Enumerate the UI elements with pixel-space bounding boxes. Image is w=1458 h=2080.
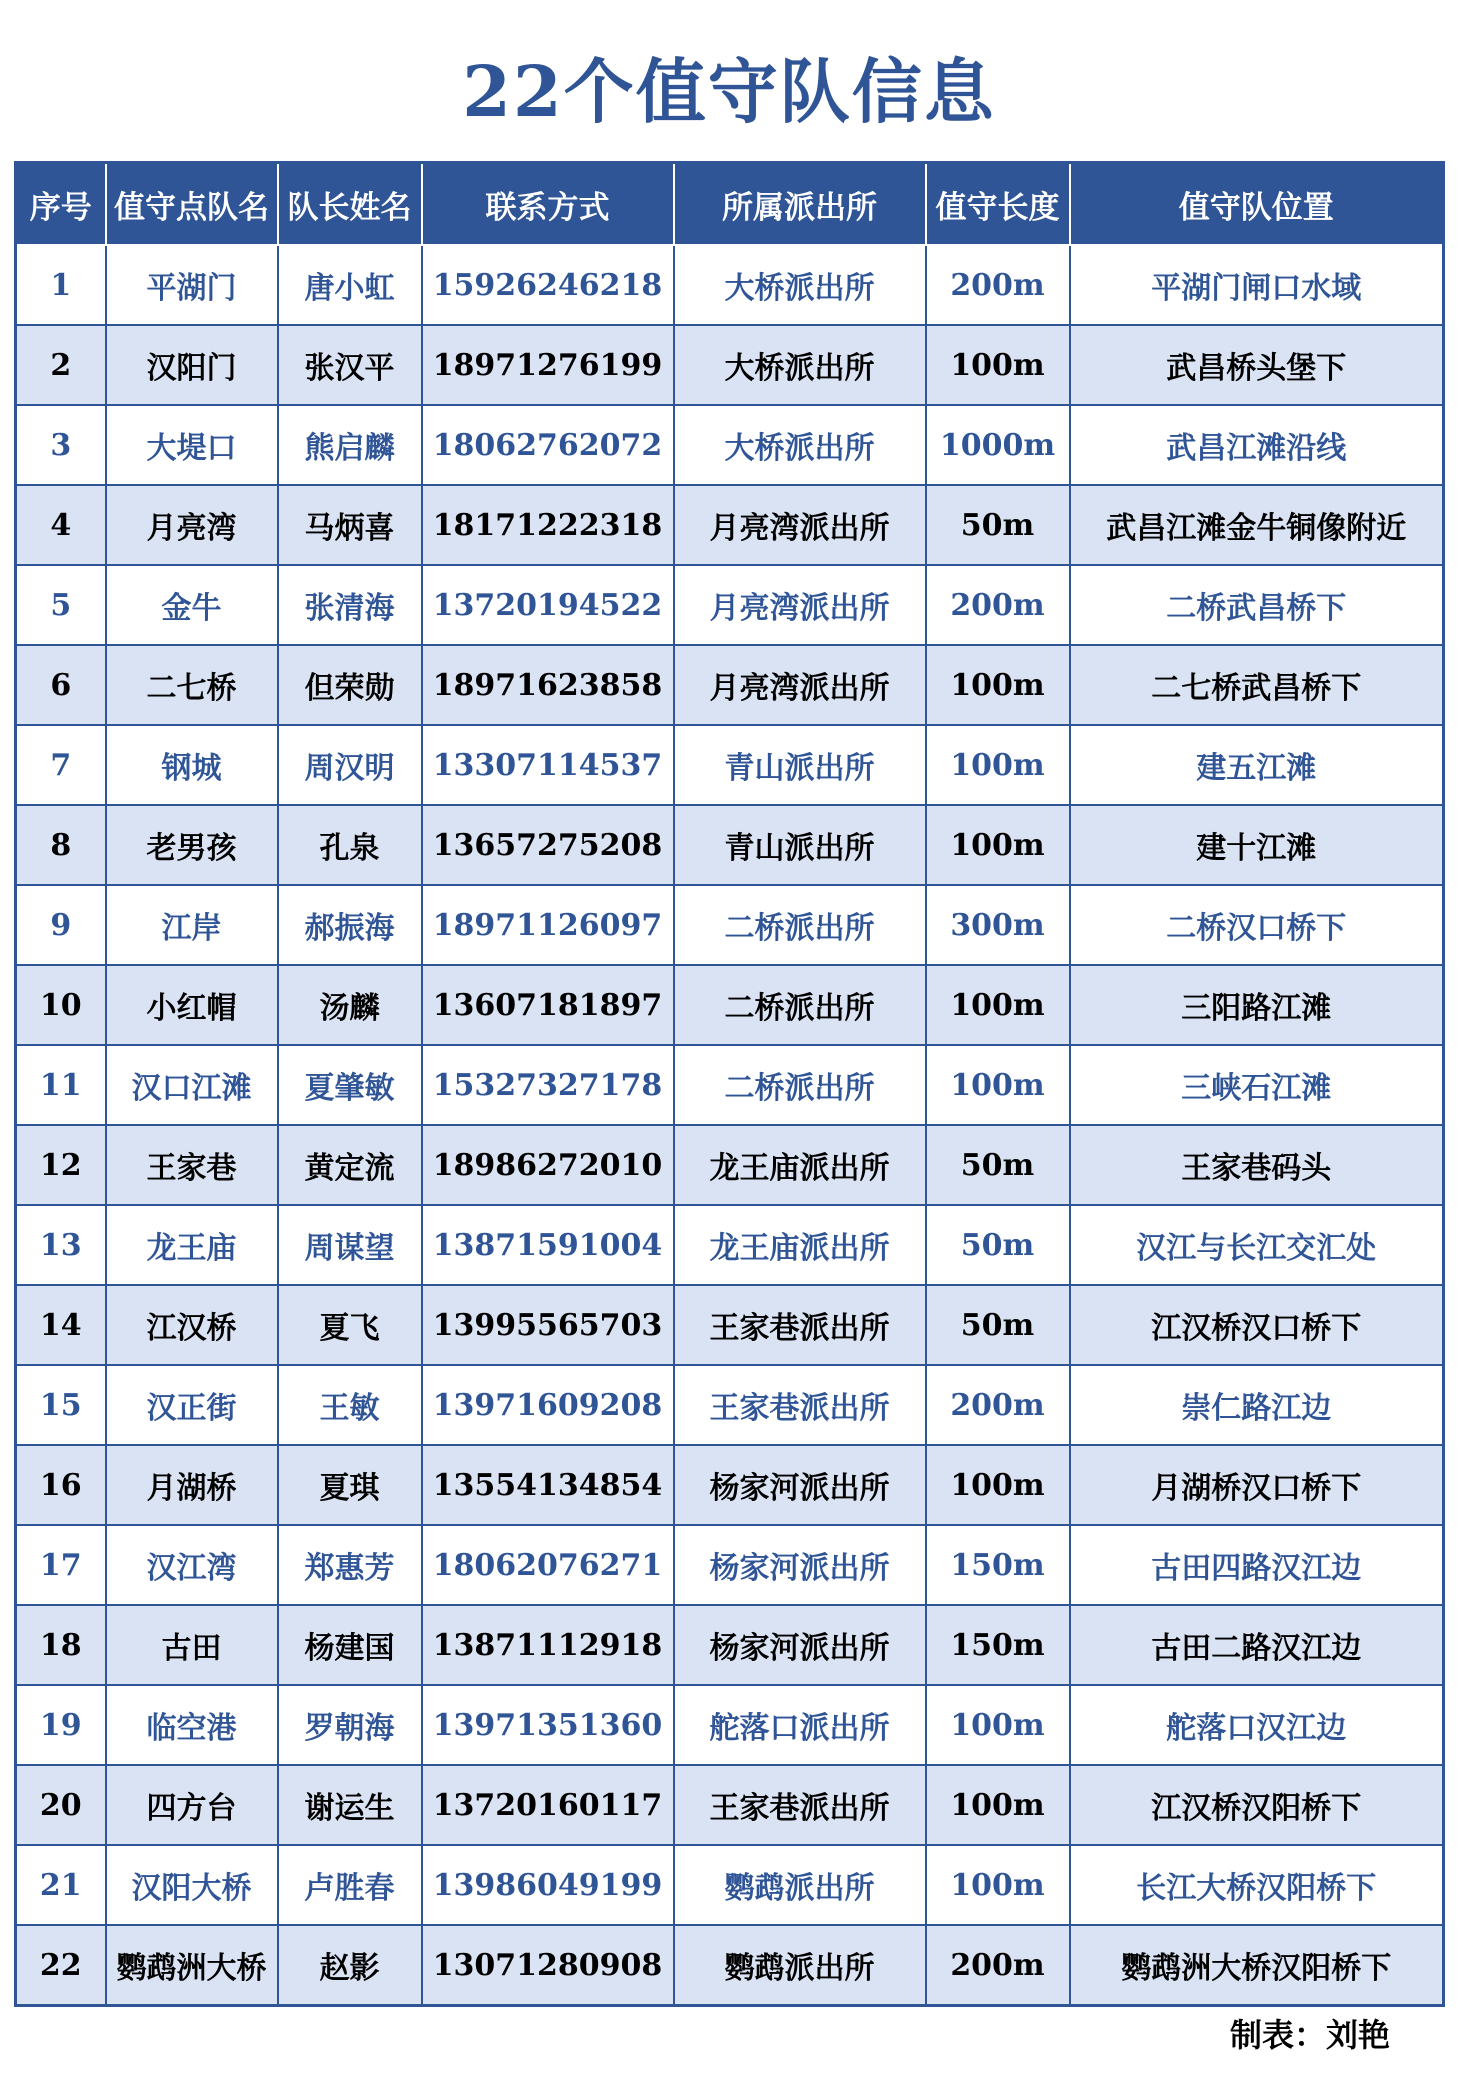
captain-cell: 夏飞	[278, 1285, 422, 1365]
header-serial-number: 序号	[16, 163, 106, 246]
location-cell: 月湖桥汉口桥下	[1070, 1445, 1444, 1525]
station-cell: 王家巷派出所	[674, 1285, 926, 1365]
phone-cell: 18986272010	[422, 1125, 674, 1205]
table-row	[16, 245, 1444, 325]
captain-cell: 黄定流	[278, 1125, 422, 1205]
location-cell: 建十江滩	[1070, 805, 1444, 885]
phone-cell: 13871591004	[422, 1205, 674, 1285]
length-cell: 50m	[926, 1125, 1070, 1205]
phone-cell: 13720160117	[422, 1765, 674, 1845]
captain-cell: 张汉平	[278, 325, 422, 405]
table-body	[16, 245, 1444, 2006]
location-cell: 江汉桥汉口桥下	[1070, 1285, 1444, 1365]
station-cell: 大桥派出所	[674, 405, 926, 485]
table-row	[16, 1685, 1444, 1765]
length-cell: 200m	[926, 1925, 1070, 2006]
team-name-cell: 钢城	[106, 725, 278, 805]
team-name-cell: 龙王庙	[106, 1205, 278, 1285]
serial-cell: 17	[16, 1525, 106, 1605]
location-cell: 鹦鹉洲大桥汉阳桥下	[1070, 1925, 1444, 2006]
length-cell: 200m	[926, 245, 1070, 325]
length-cell: 200m	[926, 1365, 1070, 1445]
phone-cell: 13971609208	[422, 1365, 674, 1445]
station-cell: 二桥派出所	[674, 885, 926, 965]
station-cell: 大桥派出所	[674, 245, 926, 325]
serial-cell: 5	[16, 565, 106, 645]
serial-cell: 15	[16, 1365, 106, 1445]
team-name-cell: 汉阳大桥	[106, 1845, 278, 1925]
serial-cell: 9	[16, 885, 106, 965]
captain-cell: 郝振海	[278, 885, 422, 965]
station-cell: 青山派出所	[674, 805, 926, 885]
location-cell: 古田四路汉江边	[1070, 1525, 1444, 1605]
table-row	[16, 1445, 1444, 1525]
table-row	[16, 805, 1444, 885]
team-name-cell: 临空港	[106, 1685, 278, 1765]
length-cell: 100m	[926, 805, 1070, 885]
captain-cell: 周谋望	[278, 1205, 422, 1285]
captain-cell: 夏琪	[278, 1445, 422, 1525]
station-cell: 王家巷派出所	[674, 1765, 926, 1845]
table-row	[16, 1605, 1444, 1685]
location-cell: 三峡石江滩	[1070, 1045, 1444, 1125]
phone-cell: 18171222318	[422, 485, 674, 565]
phone-cell: 18971623858	[422, 645, 674, 725]
length-cell: 1000m	[926, 405, 1070, 485]
length-cell: 150m	[926, 1525, 1070, 1605]
location-cell: 王家巷码头	[1070, 1125, 1444, 1205]
phone-cell: 13657275208	[422, 805, 674, 885]
station-cell: 月亮湾派出所	[674, 565, 926, 645]
page-title: 22个值守队信息	[462, 50, 996, 133]
serial-cell: 21	[16, 1845, 106, 1925]
length-cell: 300m	[926, 885, 1070, 965]
serial-cell: 10	[16, 965, 106, 1045]
location-cell: 江汉桥汉阳桥下	[1070, 1765, 1444, 1845]
team-name-cell: 月亮湾	[106, 485, 278, 565]
location-cell: 长江大桥汉阳桥下	[1070, 1845, 1444, 1925]
team-name-cell: 老男孩	[106, 805, 278, 885]
location-cell: 崇仁路江边	[1070, 1365, 1444, 1445]
team-name-cell: 月湖桥	[106, 1445, 278, 1525]
phone-cell: 13971351360	[422, 1685, 674, 1765]
team-name-cell: 二七桥	[106, 645, 278, 725]
header-captain-name: 队长姓名	[278, 163, 422, 246]
table-row	[16, 405, 1444, 485]
phone-cell: 13071280908	[422, 1925, 674, 2006]
serial-cell: 16	[16, 1445, 106, 1525]
station-cell: 龙王庙派出所	[674, 1205, 926, 1285]
length-cell: 150m	[926, 1605, 1070, 1685]
captain-cell: 周汉明	[278, 725, 422, 805]
team-name-cell: 大堤口	[106, 405, 278, 485]
phone-cell: 13307114537	[422, 725, 674, 805]
table-row	[16, 1045, 1444, 1125]
header-contact: 联系方式	[422, 163, 674, 246]
location-cell: 三阳路江滩	[1070, 965, 1444, 1045]
station-cell: 二桥派出所	[674, 1045, 926, 1125]
phone-cell: 18971126097	[422, 885, 674, 965]
station-cell: 二桥派出所	[674, 965, 926, 1045]
table-row	[16, 885, 1444, 965]
team-name-cell: 金牛	[106, 565, 278, 645]
station-cell: 王家巷派出所	[674, 1365, 926, 1445]
table-row	[16, 325, 1444, 405]
serial-cell: 20	[16, 1765, 106, 1845]
length-cell: 200m	[926, 565, 1070, 645]
length-cell: 100m	[926, 325, 1070, 405]
station-cell: 杨家河派出所	[674, 1445, 926, 1525]
captain-cell: 张清海	[278, 565, 422, 645]
duty-team-table	[14, 161, 1445, 2007]
length-cell: 50m	[926, 1285, 1070, 1365]
header-team-name: 值守点队名	[106, 163, 278, 246]
table-row	[16, 725, 1444, 805]
station-cell: 青山派出所	[674, 725, 926, 805]
team-name-cell: 四方台	[106, 1765, 278, 1845]
station-cell: 月亮湾派出所	[674, 485, 926, 565]
serial-cell: 8	[16, 805, 106, 885]
captain-cell: 但荣勋	[278, 645, 422, 725]
phone-cell: 18062762072	[422, 405, 674, 485]
length-cell: 50m	[926, 485, 1070, 565]
header-duty-length: 值守长度	[926, 163, 1070, 246]
station-cell: 舵落口派出所	[674, 1685, 926, 1765]
captain-cell: 郑惠芳	[278, 1525, 422, 1605]
location-cell: 二桥武昌桥下	[1070, 565, 1444, 645]
captain-cell: 谢运生	[278, 1765, 422, 1845]
captain-cell: 夏肇敏	[278, 1045, 422, 1125]
location-cell: 二桥汉口桥下	[1070, 885, 1444, 965]
location-cell: 汉江与长江交汇处	[1070, 1205, 1444, 1285]
station-cell: 大桥派出所	[674, 325, 926, 405]
location-cell: 舵落口汉江边	[1070, 1685, 1444, 1765]
station-cell: 杨家河派出所	[674, 1605, 926, 1685]
table-row	[16, 645, 1444, 725]
team-name-cell: 鹦鹉洲大桥	[106, 1925, 278, 2006]
location-cell: 武昌江滩沿线	[1070, 405, 1444, 485]
team-name-cell: 古田	[106, 1605, 278, 1685]
table-row	[16, 1845, 1444, 1925]
location-cell: 二七桥武昌桥下	[1070, 645, 1444, 725]
captain-cell: 罗朝海	[278, 1685, 422, 1765]
serial-cell: 1	[16, 245, 106, 325]
team-name-cell: 江汉桥	[106, 1285, 278, 1365]
phone-cell: 13995565703	[422, 1285, 674, 1365]
length-cell: 100m	[926, 965, 1070, 1045]
team-name-cell: 王家巷	[106, 1125, 278, 1205]
table-maker-credit	[1230, 2010, 1410, 2056]
table-row	[16, 1205, 1444, 1285]
table-row	[16, 485, 1444, 565]
table-row	[16, 1125, 1444, 1205]
phone-cell: 13986049199	[422, 1845, 674, 1925]
serial-cell: 12	[16, 1125, 106, 1205]
maker-name: 刘艳	[1326, 2016, 1391, 2054]
captain-cell: 孔泉	[278, 805, 422, 885]
team-name-cell: 江岸	[106, 885, 278, 965]
captain-cell: 王敏	[278, 1365, 422, 1445]
header-police-station: 所属派出所	[674, 163, 926, 246]
team-name-cell: 汉正街	[106, 1365, 278, 1445]
length-cell: 100m	[926, 645, 1070, 725]
length-cell: 100m	[926, 1685, 1070, 1765]
table-row	[16, 1365, 1444, 1445]
table-row	[16, 565, 1444, 645]
maker-label: 制表：	[1230, 2016, 1327, 2054]
length-cell: 100m	[926, 725, 1070, 805]
captain-cell: 赵影	[278, 1925, 422, 2006]
captain-cell: 马炳喜	[278, 485, 422, 565]
serial-cell: 6	[16, 645, 106, 725]
length-cell: 100m	[926, 1845, 1070, 1925]
station-cell: 杨家河派出所	[674, 1525, 926, 1605]
table-row	[16, 1925, 1444, 2006]
phone-cell: 18062076271	[422, 1525, 674, 1605]
location-cell: 武昌江滩金牛铜像附近	[1070, 485, 1444, 565]
table-row	[16, 1285, 1444, 1365]
team-name-cell: 汉口江滩	[106, 1045, 278, 1125]
phone-cell: 15926246218	[422, 245, 674, 325]
team-name-cell: 平湖门	[106, 245, 278, 325]
serial-cell: 18	[16, 1605, 106, 1685]
location-cell: 古田二路汉江边	[1070, 1605, 1444, 1685]
station-cell: 鹦鹉派出所	[674, 1845, 926, 1925]
station-cell: 龙王庙派出所	[674, 1125, 926, 1205]
team-name-cell: 汉江湾	[106, 1525, 278, 1605]
serial-cell: 14	[16, 1285, 106, 1365]
team-name-cell: 小红帽	[106, 965, 278, 1045]
captain-cell: 杨建国	[278, 1605, 422, 1685]
captain-cell: 汤麟	[278, 965, 422, 1045]
length-cell: 100m	[926, 1045, 1070, 1125]
serial-cell: 11	[16, 1045, 106, 1125]
team-name-cell: 汉阳门	[106, 325, 278, 405]
serial-cell: 2	[16, 325, 106, 405]
phone-cell: 15327327178	[422, 1045, 674, 1125]
table-header-row	[16, 163, 1444, 246]
serial-cell: 3	[16, 405, 106, 485]
station-cell: 鹦鹉派出所	[674, 1925, 926, 2006]
phone-cell: 18971276199	[422, 325, 674, 405]
location-cell: 武昌桥头堡下	[1070, 325, 1444, 405]
length-cell: 100m	[926, 1445, 1070, 1525]
captain-cell: 熊启麟	[278, 405, 422, 485]
phone-cell: 13554134854	[422, 1445, 674, 1525]
length-cell: 100m	[926, 1765, 1070, 1845]
serial-cell: 22	[16, 1925, 106, 2006]
phone-cell: 13871112918	[422, 1605, 674, 1685]
serial-cell: 13	[16, 1205, 106, 1285]
phone-cell: 13607181897	[422, 965, 674, 1045]
location-cell: 建五江滩	[1070, 725, 1444, 805]
serial-cell: 19	[16, 1685, 106, 1765]
phone-cell: 13720194522	[422, 565, 674, 645]
captain-cell: 卢胜春	[278, 1845, 422, 1925]
captain-cell: 唐小虹	[278, 245, 422, 325]
header-duty-location: 值守队位置	[1070, 163, 1444, 246]
table-row	[16, 965, 1444, 1045]
station-cell: 月亮湾派出所	[674, 645, 926, 725]
table-row	[16, 1765, 1444, 1845]
location-cell: 平湖门闸口水域	[1070, 245, 1444, 325]
table-row	[16, 1525, 1444, 1605]
serial-cell: 4	[16, 485, 106, 565]
serial-cell: 7	[16, 725, 106, 805]
length-cell: 50m	[926, 1205, 1070, 1285]
